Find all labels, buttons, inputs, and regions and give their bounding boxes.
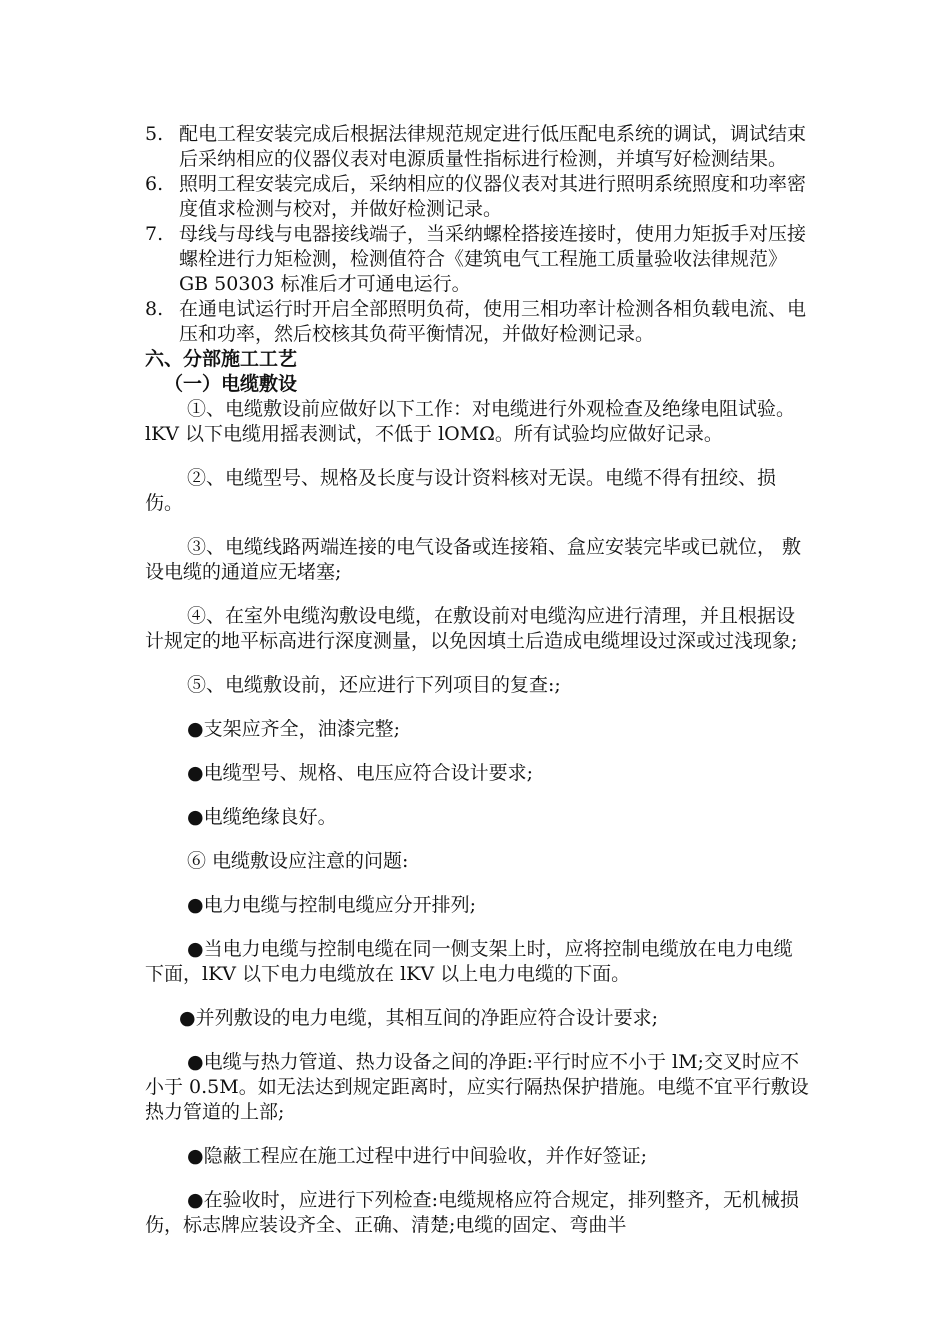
numbered-item-6 bbox=[145, 172, 810, 222]
bullet-8: ●隐蔽工程应在施工过程中进行中间验收，并作好签证; bbox=[187, 1145, 647, 1167]
item-text: 在通电试运行时开启全部照明负荷，使用三相功率计检测各相负载电流、电压和功率，然后校核其负荷平衡情况，并做好检测记录。 bbox=[179, 298, 807, 345]
item-text: 母线与母线与电器接线端子，当采纳螺栓搭接连接时，使用力矩扳手对压接螺栓进行力矩检测，检测值符合《建筑电气工程施工质量验收法律规范》GB 50303 标准后才可通电运行。 bbox=[179, 223, 807, 295]
paragraph-3: ③、电缆线路两端连接的电气设备或连接箱、盒应安装完毕或已就位， 敷设电缆的通道应无堵塞; bbox=[145, 536, 802, 583]
numbered-item-7 bbox=[145, 222, 810, 297]
bullet-9: ●在验收时，应进行下列检查:电缆规格应符合规定，排列整齐，无机械损伤，标志牌应装设齐全、正确、清楚;电缆的固定、弯曲半 bbox=[145, 1189, 799, 1236]
paragraph-1: ①、电缆敷设前应做好以下工作：对电缆进行外观检查及绝缘电阻试验。lKV 以下电缆用摇表测试，不低于 lOMΩ。所有试验均应做好记录。 bbox=[145, 398, 796, 445]
document-body bbox=[145, 122, 810, 1257]
bullet-5: ●当电力电缆与控制电缆在同一侧支架上时，应将控制电缆放在电力电缆下面，lKV 以下电力电缆放在 lKV 以上电力电缆的下面。 bbox=[145, 938, 793, 985]
item-number: 5. bbox=[145, 123, 164, 145]
section-heading: 六、分部施工工艺 bbox=[145, 348, 298, 370]
bullet-1: ●支架应齐全，油漆完整; bbox=[187, 718, 400, 740]
bullet-4: ●电力电缆与控制电缆应分开排列; bbox=[187, 894, 476, 916]
paragraph-2: ②、电缆型号、规格及长度与设计资料核对无误。电缆不得有扭绞、损伤。 bbox=[145, 467, 777, 514]
paragraph-4: ④、在室外电缆沟敷设电缆，在敷设前对电缆沟应进行清理，并且根据设计规定的地平标高进行深度测量，以免因填土后造成电缆埋设过深或过浅现象; bbox=[145, 605, 798, 652]
item-text: 配电工程安装完成后根据法律规范规定进行低压配电系统的调试，调试结束后采纳相应的仪器仪表对电源质量性指标进行检测，并填写好检测结果。 bbox=[179, 123, 807, 170]
bullet-2: ●电缆型号、规格、电压应符合设计要求; bbox=[187, 762, 533, 784]
paragraph-6: ⑥ 电缆敷设应注意的问题: bbox=[187, 850, 409, 872]
bullet-7: ●电缆与热力管道、热力设备之间的净距:平行时应不小于 lM;交叉时应不小于 0.5M。如无法达到规定距离时，应实行隔热保护措施。电缆不宜平行敷设热力管道的上部; bbox=[145, 1051, 809, 1123]
subsection-heading: （一）电缆敷设 bbox=[164, 373, 298, 395]
numbered-item-8 bbox=[145, 297, 810, 347]
item-number: 7. bbox=[145, 223, 164, 245]
item-text: 照明工程安装完成后，采纳相应的仪器仪表对其进行照明系统照度和功率密度值求检测与校对，并做好检测记录。 bbox=[179, 173, 807, 220]
numbered-item-5 bbox=[145, 122, 810, 172]
bullet-3: ●电缆绝缘良好。 bbox=[187, 806, 337, 828]
paragraph-5: ⑤、电缆敷设前，还应进行下列项目的复查:; bbox=[187, 674, 561, 696]
item-number: 8. bbox=[145, 298, 164, 320]
bullet-6: ●并列敷设的电力电缆，其相互间的净距应符合设计要求; bbox=[179, 1007, 658, 1029]
item-number: 6. bbox=[145, 173, 164, 195]
